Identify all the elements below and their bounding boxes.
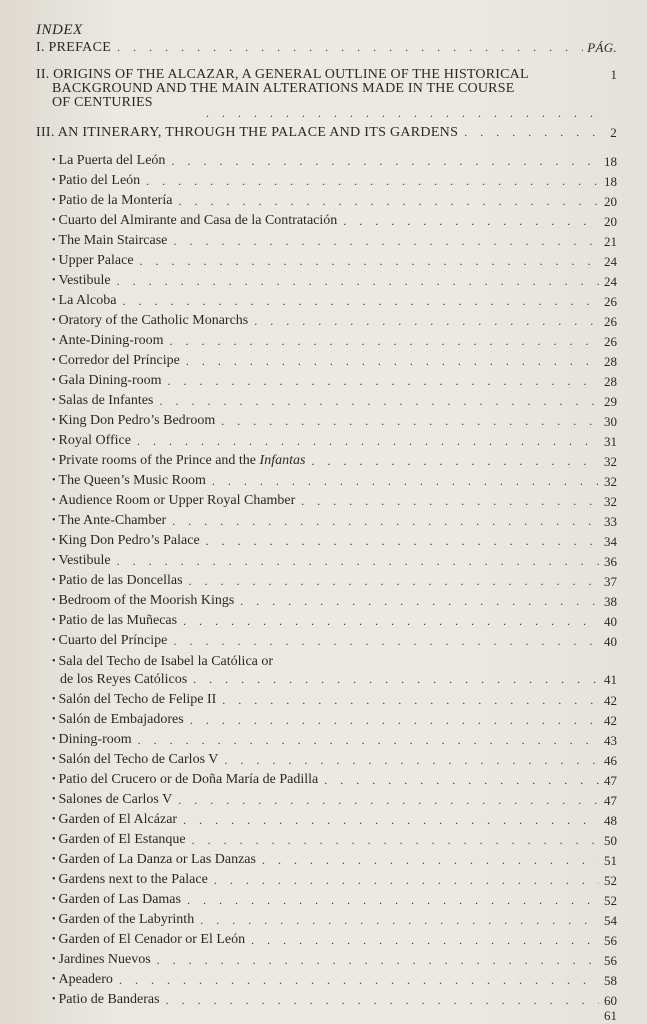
dot-leader — [254, 315, 599, 327]
entry-label: Corredor del Príncipe — [58, 353, 180, 368]
page-number: 36 — [604, 554, 617, 569]
entry-label: de los Reyes Católicos — [60, 672, 188, 687]
page-number: 56 — [604, 953, 617, 968]
entry-label: Jardines Nuevos — [58, 952, 151, 967]
dot-leader — [301, 495, 599, 507]
dot-leader — [240, 595, 599, 607]
entry-label: Apeadero — [58, 972, 113, 987]
index-entry: • Private rooms of the Prince and the Infantas . . . 32 — [52, 453, 617, 470]
dot-leader — [157, 954, 599, 966]
index-entry: • Cuarto del Almirante and Casa de la Contratación . . . 20 — [52, 213, 617, 230]
index-entry: • Gala Dining-room . . . 28 — [52, 373, 617, 390]
page-number: 50 — [604, 833, 617, 848]
index-entry: • Royal Office . . . 31 — [52, 433, 617, 450]
page-number: 58 — [604, 973, 617, 988]
entry-label: Salones de Carlos V — [58, 792, 173, 807]
index-entry: • Garden of El Estanque . . . 50 — [52, 832, 617, 849]
entry-label: La Alcoba — [58, 293, 117, 308]
index-entry: • La Puerta del León . . . 18 — [52, 153, 617, 170]
page-number: 37 — [604, 574, 617, 589]
page-number: 46 — [604, 753, 617, 768]
entry-label: Garden of Las Damas — [58, 892, 181, 907]
entry-label: Sala del Techo de Isabel la Católica or — [58, 654, 274, 669]
index-entry: • Garden of Las Damas . . . 52 — [52, 892, 617, 909]
dot-leader — [189, 575, 599, 587]
dot-leader — [122, 295, 599, 307]
dot-leader — [117, 555, 599, 567]
page-number: 52 — [604, 893, 617, 908]
dot-leader — [311, 455, 599, 467]
dot-leader — [186, 355, 599, 367]
page-number: 1 — [610, 67, 617, 82]
index-entry: • Patio de la Montería . . . 20 — [52, 193, 617, 210]
page-number: 31 — [604, 434, 617, 449]
dot-leader — [146, 175, 599, 187]
dot-leader — [138, 734, 599, 746]
entry-label: Garden of La Danza or Las Danzas — [58, 852, 256, 867]
index-entry: • Apeadero . . . 58 — [52, 972, 617, 989]
entry-label: Audience Room or Upper Royal Chamber — [58, 493, 296, 508]
entry-label: Patio de las Doncellas — [58, 573, 183, 588]
index-entry: • Upper Palace . . . 24 — [52, 253, 617, 270]
index-entry: • Patio de Banderas . . . 60 — [52, 992, 617, 1009]
entry-label: Patio del León — [58, 173, 141, 188]
page-number: 38 — [604, 594, 617, 609]
index-entry: • La Alcoba . . . 26 — [52, 293, 617, 310]
page-number: 60 — [604, 993, 617, 1008]
entry-label: Upper Palace — [58, 253, 134, 268]
dot-leader — [224, 754, 599, 766]
trailing-page-line — [52, 1008, 617, 1024]
dot-leader — [206, 535, 599, 547]
page-number: 56 — [604, 933, 617, 948]
entry-label: Vestibule — [58, 553, 111, 568]
page-number: 30 — [604, 414, 617, 429]
entry-label: Patio de la Montería — [58, 193, 173, 208]
dot-leader — [212, 475, 599, 487]
page-number: 18 — [604, 174, 617, 189]
dot-leader — [178, 195, 599, 207]
index-entry: • The Main Staircase . . . 21 — [52, 233, 617, 250]
index-entry: • Patio de las Muñecas . . . 40 — [52, 613, 617, 630]
page-number: 40 — [604, 614, 617, 629]
page-number: 43 — [604, 733, 617, 748]
dot-leader — [262, 854, 599, 866]
dot-leader — [192, 834, 599, 846]
entry-label: Garden of El Cenador or El León — [58, 932, 246, 947]
page-number: 24 — [604, 254, 617, 269]
entry-label: Royal Office — [58, 433, 131, 448]
page-number: 40 — [604, 634, 617, 649]
dot-leader — [187, 894, 599, 906]
index-entry: • King Don Pedro’s Palace . . . 34 — [52, 533, 617, 550]
entry-label: Patio de las Muñecas — [58, 613, 178, 628]
dot-leader — [222, 694, 599, 706]
dot-leader — [159, 395, 599, 407]
section-label: I. PREFACE — [36, 40, 112, 55]
index-entry: • Vestibule . . . 24 — [52, 273, 617, 290]
index-entry: • Patio del Crucero or de Doña María de Padilla . . . 47 — [52, 772, 617, 789]
entry-label: Garden of El Estanque — [58, 832, 186, 847]
section-origins-leader — [200, 107, 617, 122]
index-entry: • Gardens next to the Palace . . . 52 — [52, 872, 617, 889]
index-entry: • Salas de Infantes . . . 29 — [52, 393, 617, 410]
entry-label: Vestibule — [58, 273, 111, 288]
page-number: 28 — [604, 354, 617, 369]
dot-leader — [170, 335, 600, 347]
page-number: 32 — [604, 474, 617, 489]
index-entry: • Patio del León . . . 18 — [52, 173, 617, 190]
page-column-label: PÁG. — [587, 40, 617, 55]
dot-leader — [137, 435, 599, 447]
dot-leader — [168, 375, 599, 387]
dot-leader — [117, 275, 599, 287]
entry-label: Gardens next to the Palace — [58, 872, 208, 887]
index-entry: • Salones de Carlos V . . . 47 — [52, 792, 617, 809]
entry-label: Cuarto del Príncipe — [58, 633, 168, 648]
section-line: II. ORIGINS OF THE ALCAZAR, A GENERAL OUTLINE OF THE HISTORICAL — [36, 67, 529, 82]
dot-leader — [172, 515, 599, 527]
entry-label: Salón del Techo de Felipe II — [58, 692, 217, 707]
entry-label: Cuarto del Almirante and Casa de la Contratación — [58, 213, 338, 228]
entry-label: Patio del Crucero or de Doña María de Padilla — [58, 772, 319, 787]
page-number: 20 — [604, 194, 617, 209]
page-number: 34 — [604, 534, 617, 549]
page-number: 54 — [604, 913, 617, 928]
page-number: 2 — [610, 125, 617, 140]
entry-label-italic: Infantas — [259, 453, 306, 468]
index-entry: • Garden of La Danza or Las Danzas . . . 51 — [52, 852, 617, 869]
page-number: 26 — [604, 294, 617, 309]
index-entry: • King Don Pedro’s Bedroom . . . 30 — [52, 413, 617, 430]
index-title: INDEX — [36, 22, 83, 38]
dot-leader — [193, 673, 599, 685]
entry-label: King Don Pedro’s Bedroom — [58, 413, 216, 428]
entry-label: The Main Staircase — [58, 233, 168, 248]
page-number: 32 — [604, 494, 617, 509]
page-number: 47 — [604, 773, 617, 788]
index-entry: • Garden of the Labyrinth . . . 54 — [52, 912, 617, 929]
index-entry: • Salón del Techo de Carlos V . . . 46 — [52, 752, 617, 769]
section-line: BACKGROUND AND THE MAIN ALTERATIONS MADE IN THE COURSE — [52, 81, 515, 96]
index-entry — [60, 672, 617, 688]
section-preface — [36, 40, 617, 56]
page-number: 26 — [604, 314, 617, 329]
entry-label: Salón del Techo de Carlos V — [58, 752, 219, 767]
entry-label: Garden of El Alcázar — [58, 812, 178, 827]
entry-label: Garden of the Labyrinth — [58, 912, 195, 927]
dot-leader — [343, 215, 599, 227]
index-entry: • Vestibule . . . 36 — [52, 553, 617, 570]
page-number: 42 — [604, 693, 617, 708]
dot-leader — [221, 415, 599, 427]
dot-leader — [119, 974, 599, 986]
section-line: OF CENTURIES — [52, 95, 153, 110]
page-number: 18 — [604, 154, 617, 169]
index-entry: • Salón del Techo de Felipe II . . . 42 — [52, 692, 617, 709]
index-entry: • Salón de Embajadores . . . 42 — [52, 712, 617, 729]
index-entry: • Bedroom of the Moorish Kings . . . 38 — [52, 593, 617, 610]
dot-leader — [214, 874, 599, 886]
page-number: 47 — [604, 793, 617, 808]
page-number: 20 — [604, 214, 617, 229]
entry-label: The Queen’s Music Room — [58, 473, 206, 488]
dot-leader — [166, 994, 599, 1006]
index-entry: • Patio de las Doncellas . . . 37 — [52, 573, 617, 590]
index-entry: • The Ante-Chamber . . . 33 — [52, 513, 617, 530]
entry-label: Dining-room — [58, 732, 132, 747]
page-number: 52 — [604, 873, 617, 888]
entry-label: Bedroom of the Moorish Kings — [58, 593, 235, 608]
page-number: 61 — [604, 1008, 617, 1023]
index-entry: • Garden of El Cenador or El León . . . 56 — [52, 932, 617, 949]
dot-leader — [251, 934, 599, 946]
index-entry: • Corredor del Príncipe . . . 28 — [52, 353, 617, 370]
index-entry: • The Queen’s Music Room . . . 32 — [52, 473, 617, 490]
page-number: 48 — [604, 813, 617, 828]
entry-label: King Don Pedro’s Palace — [58, 533, 200, 548]
dot-leader — [140, 255, 599, 267]
entry-label: La Puerta del León — [58, 153, 166, 168]
index-entry: • Ante-Dining-room . . . 26 — [52, 333, 617, 350]
dot-leader — [190, 714, 599, 726]
index-entry: • Garden of El Alcázar . . . 48 — [52, 812, 617, 829]
index-entry: • Jardines Nuevos . . . 56 — [52, 952, 617, 969]
entry-label: Oratory of the Catholic Monarchs — [58, 313, 249, 328]
index-entry: • Audience Room or Upper Royal Chamber . . . 32 — [52, 493, 617, 510]
page-number: 29 — [604, 394, 617, 409]
page-number: 21 — [604, 234, 617, 249]
page-number: 33 — [604, 514, 617, 529]
dot-leader — [117, 41, 583, 53]
entry-label: The Ante-Chamber — [58, 513, 167, 528]
entry-label: Salas de Infantes — [58, 393, 154, 408]
page-number: 42 — [604, 713, 617, 728]
dot-leader — [171, 155, 599, 167]
page-number: 24 — [604, 274, 617, 289]
section-origins-page-line — [36, 67, 617, 83]
dot-leader — [183, 814, 599, 826]
dot-leader — [183, 615, 599, 627]
dot-leader — [464, 126, 599, 138]
index-entry: • Dining-room . . . 43 — [52, 732, 617, 749]
page-number: 26 — [604, 334, 617, 349]
dot-leader — [324, 774, 599, 786]
entry-label: Ante-Dining-room — [58, 333, 164, 348]
page-number: 32 — [604, 454, 617, 469]
entry-label: Private rooms of the Prince and the — [58, 453, 257, 468]
dot-leader — [173, 235, 599, 247]
page-number: 28 — [604, 374, 617, 389]
section-label: III. AN ITINERARY, THROUGH THE PALACE AND ITS GARDENS — [36, 125, 459, 140]
index-entry-multiline: • Sala del Techo de Isabel la Católica or — [52, 654, 274, 669]
entry-label: Salón de Embajadores — [58, 712, 184, 727]
page-number: 41 — [604, 672, 617, 687]
section-itinerary — [36, 125, 617, 141]
page-number: 51 — [604, 853, 617, 868]
dot-leader — [206, 107, 599, 119]
entry-label: Patio de Banderas — [58, 992, 160, 1007]
index-entry: • Oratory of the Catholic Monarchs . . . 26 — [52, 313, 617, 330]
dot-leader — [178, 794, 599, 806]
entry-label: Gala Dining-room — [58, 373, 162, 388]
index-entry: • Cuarto del Príncipe . . . 40 — [52, 633, 617, 650]
dot-leader — [200, 914, 599, 926]
dot-leader — [173, 635, 599, 647]
